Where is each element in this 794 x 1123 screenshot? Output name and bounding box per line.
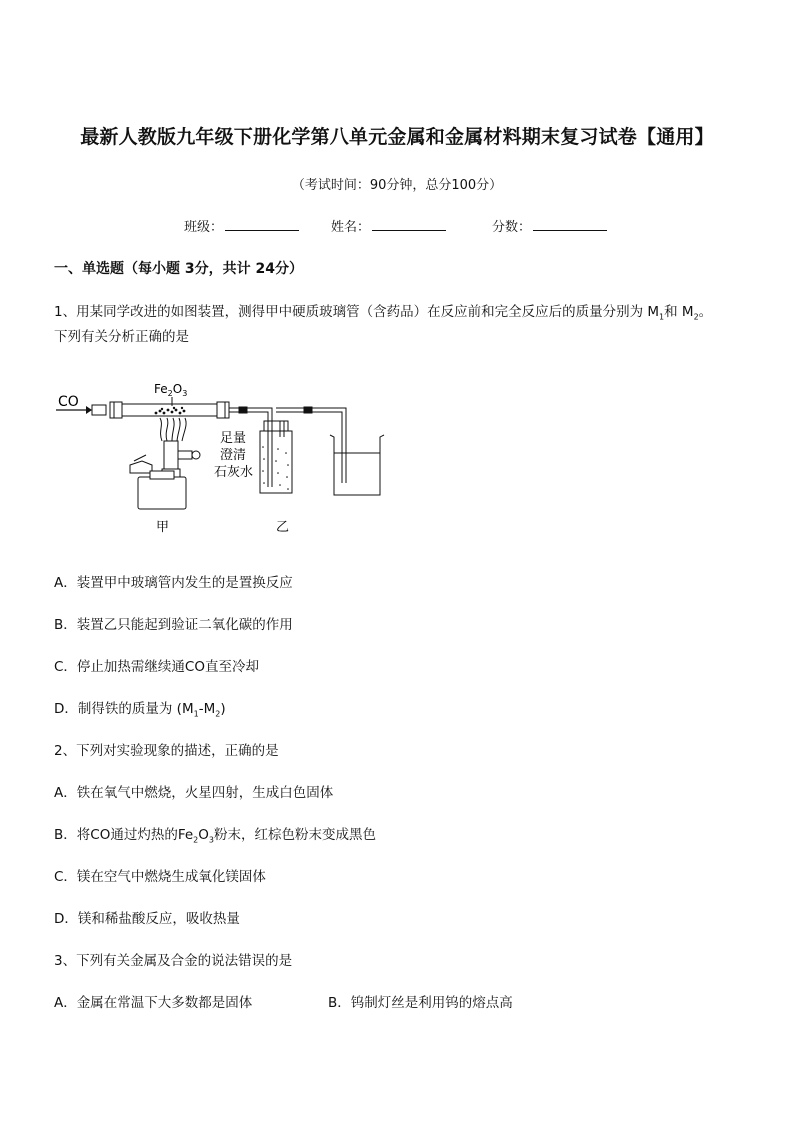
question-1-stem — [54, 300, 712, 322]
q1-sub-1: 1 — [659, 312, 665, 322]
wash-bottle — [260, 421, 292, 493]
q1-option-c: C．停止加热需继续通CO直至冷却 — [54, 659, 259, 675]
limewater-label-3: 石灰水 — [214, 465, 254, 480]
q3-option-b: B．钨制灯丝是利用钨的熔点高 — [328, 995, 513, 1011]
q1-text-mid: 和 M — [664, 304, 694, 320]
score-blank — [533, 218, 607, 231]
page-title: 最新人教版九年级下册化学第八单元金属和金属材料期末复习试卷【通用】 — [80, 126, 714, 148]
q2-option-a: A．铁在氧气中燃烧，火星四射，生成白色固体 — [54, 785, 334, 801]
q1-d-sub-2: 2 — [215, 709, 221, 719]
q2-b-text-b: O — [198, 827, 209, 843]
section-heading: 一、单选题（每小题 3分，共计 24分） — [54, 261, 303, 277]
q1-option-d — [54, 697, 226, 719]
flame — [160, 418, 186, 441]
q1-d-sub-1: 1 — [193, 709, 199, 719]
question-3-stem: 3、下列有关金属及合金的说法错误的是 — [54, 953, 293, 969]
q1-option-a: A．装置甲中玻璃管内发生的是置换反应 — [54, 575, 293, 591]
score-label: 分数： — [492, 220, 532, 235]
limewater-label-1: 足量 — [220, 431, 247, 446]
name-blank — [372, 218, 446, 231]
score-field — [492, 216, 607, 235]
exam-time-note: （考试时间：90分钟，总分100分） — [291, 178, 503, 193]
q2-option-b — [54, 823, 376, 845]
q1-text-end: 。 — [698, 304, 713, 320]
q1-d-text-a: D．制得铁的质量为 (M — [54, 701, 194, 717]
question-2-stem: 2、下列对实验现象的描述，正确的是 — [54, 743, 279, 759]
limewater-label-2: 澄清 — [220, 448, 247, 463]
glass-tube — [110, 402, 229, 418]
class-blank — [225, 218, 299, 231]
label-yi: 乙 — [276, 520, 290, 535]
q2-b-text-c: 粉末，红棕色粉末变成黑色 — [213, 827, 376, 843]
q2-b-sub-1: 2 — [193, 835, 199, 845]
name-label: 姓名： — [331, 220, 371, 235]
apparatus-figure — [54, 375, 394, 540]
q1-d-text-b: -M — [198, 701, 216, 717]
label-jia: 甲 — [156, 520, 170, 535]
beaker — [330, 435, 384, 495]
class-label: 班级： — [184, 220, 224, 235]
q1-d-text-c: ) — [220, 701, 226, 717]
q1-text-a: 1、用某同学改进的如图装置，测得甲中硬质玻璃管（含药品）在反应前和完全反应后的质量分别为 M — [54, 304, 660, 320]
q2-b-sub-2: 3 — [208, 835, 214, 845]
q3-option-a: A．金属在常温下大多数都是固体 — [54, 995, 253, 1011]
q1-sub-2: 2 — [693, 312, 699, 322]
q2-b-text-a: B．将CO通过灼热的Fe — [54, 827, 194, 843]
name-field — [331, 216, 446, 235]
co-arrow-head — [86, 406, 92, 414]
q2-option-c: C．镁在空气中燃烧生成氧化镁固体 — [54, 869, 266, 885]
inlet-stopper — [92, 405, 106, 415]
q1-option-b: B．装置乙只能起到验证二氧化碳的作用 — [54, 617, 293, 633]
question-1-stem-line2: 下列有关分析正确的是 — [54, 329, 189, 345]
co-label: CO — [58, 394, 79, 410]
fe2o3-label: $Fe_2O_3$ — [154, 382, 188, 398]
q2-option-d: D．镁和稀盐酸反应，吸收热量 — [54, 911, 240, 927]
class-field — [184, 216, 299, 235]
